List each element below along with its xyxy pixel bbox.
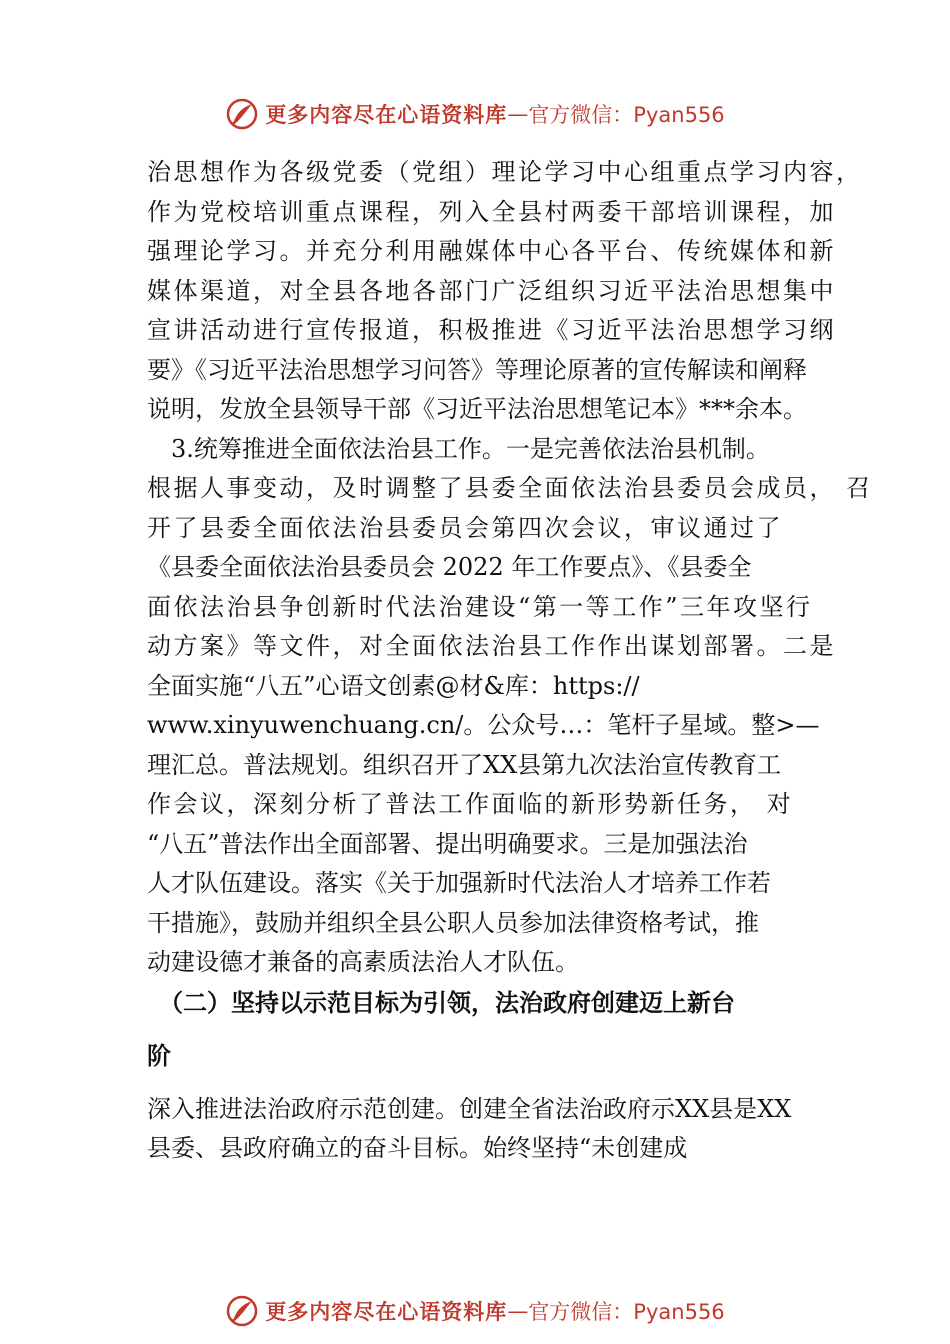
paragraph-line: 治思想作为各级党委（党组）理论学习中心组重点学习内容， bbox=[147, 158, 863, 186]
banner-separator: — bbox=[507, 102, 529, 126]
paragraph-line: 人才队伍建设。落实《关于加强新时代法治人才培养工作若 bbox=[147, 869, 771, 897]
paragraph-line: 深入推进法治政府示范创建。创建全省法治政府示XX县是XX bbox=[147, 1094, 792, 1123]
brush-logo-icon bbox=[225, 97, 259, 131]
paragraph-line: 动方案》等文件，对全面依法治县工作作出谋划部署。二是 bbox=[147, 632, 836, 660]
paragraph-line: 作为党校培训重点课程，列入全县村两委干部培训课程，加 bbox=[147, 197, 836, 226]
banner-wechat: 官方微信：Pyan556 bbox=[528, 1300, 725, 1324]
paragraph-line: 强理论学习。并充分利用融媒体中心各平台、传统媒体和新 bbox=[147, 237, 836, 265]
footer-banner bbox=[0, 1291, 950, 1331]
banner-title: 更多内容尽在心语资料库 bbox=[265, 103, 508, 127]
banner-title: 更多内容尽在心语资料库 bbox=[265, 1300, 508, 1324]
paragraph-line: 根据人事变动，及时调整了县委全面依法治县委员会成员， 召 bbox=[147, 474, 873, 502]
banner-wechat: 官方微信：Pyan556 bbox=[528, 103, 725, 127]
paragraph-line: 3.统筹推进全面依法治县工作。一是完善依法治县机制。 bbox=[147, 434, 770, 463]
section-heading-cont: 阶 bbox=[147, 1041, 171, 1070]
section-heading: （二）坚持以示范目标为引领，法治政府创建迈上新台 bbox=[147, 987, 735, 1017]
paragraph-line: 县委、县政府确立的奋斗目标。始终坚持“未创建成 bbox=[147, 1134, 688, 1162]
paragraph-line: 要》《习近平法治思想学习问答》等理论原著的宣传解读和阐释 bbox=[147, 355, 807, 384]
paragraph-line: 宣讲活动进行宣传报道，积极推进《习近平法治思想学习纲 bbox=[147, 316, 836, 344]
paragraph-line: “八五”普法作出全面部署、提出明确要求。三是加强法治 bbox=[147, 829, 748, 858]
paragraph-line: 说明，发放全县领导干部《习近平法治思想笔记本》***余本。 bbox=[147, 395, 807, 423]
banner-separator: — bbox=[507, 1299, 529, 1323]
paragraph-line: www.xinyuwenchuang.cn/。公众号…：笔杆子星域。整>— bbox=[147, 711, 820, 739]
document-body bbox=[147, 153, 873, 1169]
paragraph-line: 理汇总。普法规划。组织召开了XX县第九次法治宣传教育工 bbox=[147, 750, 782, 779]
brush-logo-icon bbox=[225, 1294, 259, 1328]
paragraph-line: 开了县委全面依法治县委员会第四次会议，审议通过了 bbox=[147, 513, 783, 542]
header-banner bbox=[0, 94, 950, 134]
paragraph-line: 面依法治县争创新时代法治建设“第一等工作”三年攻坚行 bbox=[147, 592, 813, 621]
paragraph-line: 全面实施“八五”心语文创素@材&库：https:// bbox=[147, 671, 640, 700]
paragraph-line: 动建设德才兼备的高素质法治人才队伍。 bbox=[147, 948, 579, 976]
paragraph-line: 作会议，深刻分析了普法工作面临的新形势新任务， 对 bbox=[147, 790, 794, 818]
paragraph-line: 干措施》，鼓励并组织全县公职人员参加法律资格考试，推 bbox=[147, 908, 759, 937]
paragraph-line: 媒体渠道，对全县各地各部门广泛组织习近平法治思想集中 bbox=[147, 276, 836, 305]
paragraph-line: 《县委全面依法治县委员会 2022 年工作要点》、《县委全 bbox=[147, 553, 752, 581]
